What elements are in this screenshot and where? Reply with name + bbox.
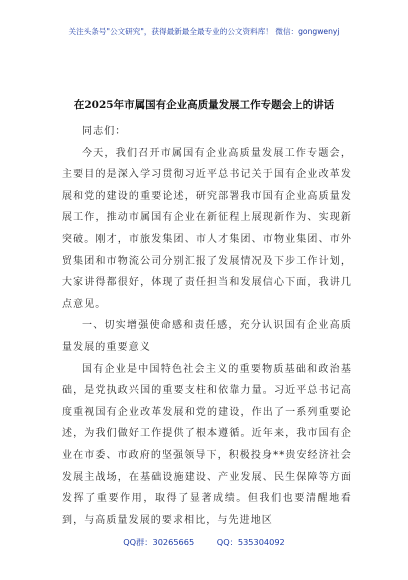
paragraph-section-1: 国有企业是中国特色社会主义的重要物质基础和政治基础，是党执政兴国的重要支柱和依靠力量。习近平总书记高度重视国有企业改革发展和党的建设，作出了一系列重要论述，为我们做好工作提供了根本遵循。近年来，我市国有企业在市委、市政府的坚强领导下，积极投身**贵安经济社会发展主战场，在基础设施建设、产业发展、民生保障等方面发挥了重要作用，取得了显著成绩。但我们也要清醒地看到，与高质量发展的要求相比，与先进地区 [62, 363, 352, 526]
document-title: 在2025年市属国有企业高质量发展工作专题会上的讲话 [73, 99, 335, 111]
paragraph-intro: 今天，我们召开市属国有企业高质量发展工作专题会，主要目的是深入学习贯彻习近平总书记关于国有企业改革发展和党的建设的重要论述，研究部署我市国有企业高质量发展工作，推动市属国有企业在新征程上展现新作为、实现新突破。刚才，市旅发集团、市人才集团、市物业集团、市外贸集团和市物流公司分别汇报了发展情况及下步工作计划，大家讲得都很好，体现了责任担当和发展信心下面，我讲几点意见。 [62, 147, 352, 310]
footer-qq: QQ：535304092 [216, 537, 285, 547]
footer-qq-group: QQ群：30265665 [123, 537, 195, 547]
document-body [62, 121, 352, 531]
salutation: 同志们： [82, 126, 127, 137]
section-heading-1: 一、切实增强使命感和责任感，充分认识国有企业高质量发展的重要意义 [62, 320, 352, 353]
footer-contact [0, 537, 408, 548]
header-promo-note: 关注头条号"公文研究"，获得最新最全最专业的公文资料库！ 微信：gongwenyj [68, 27, 340, 36]
